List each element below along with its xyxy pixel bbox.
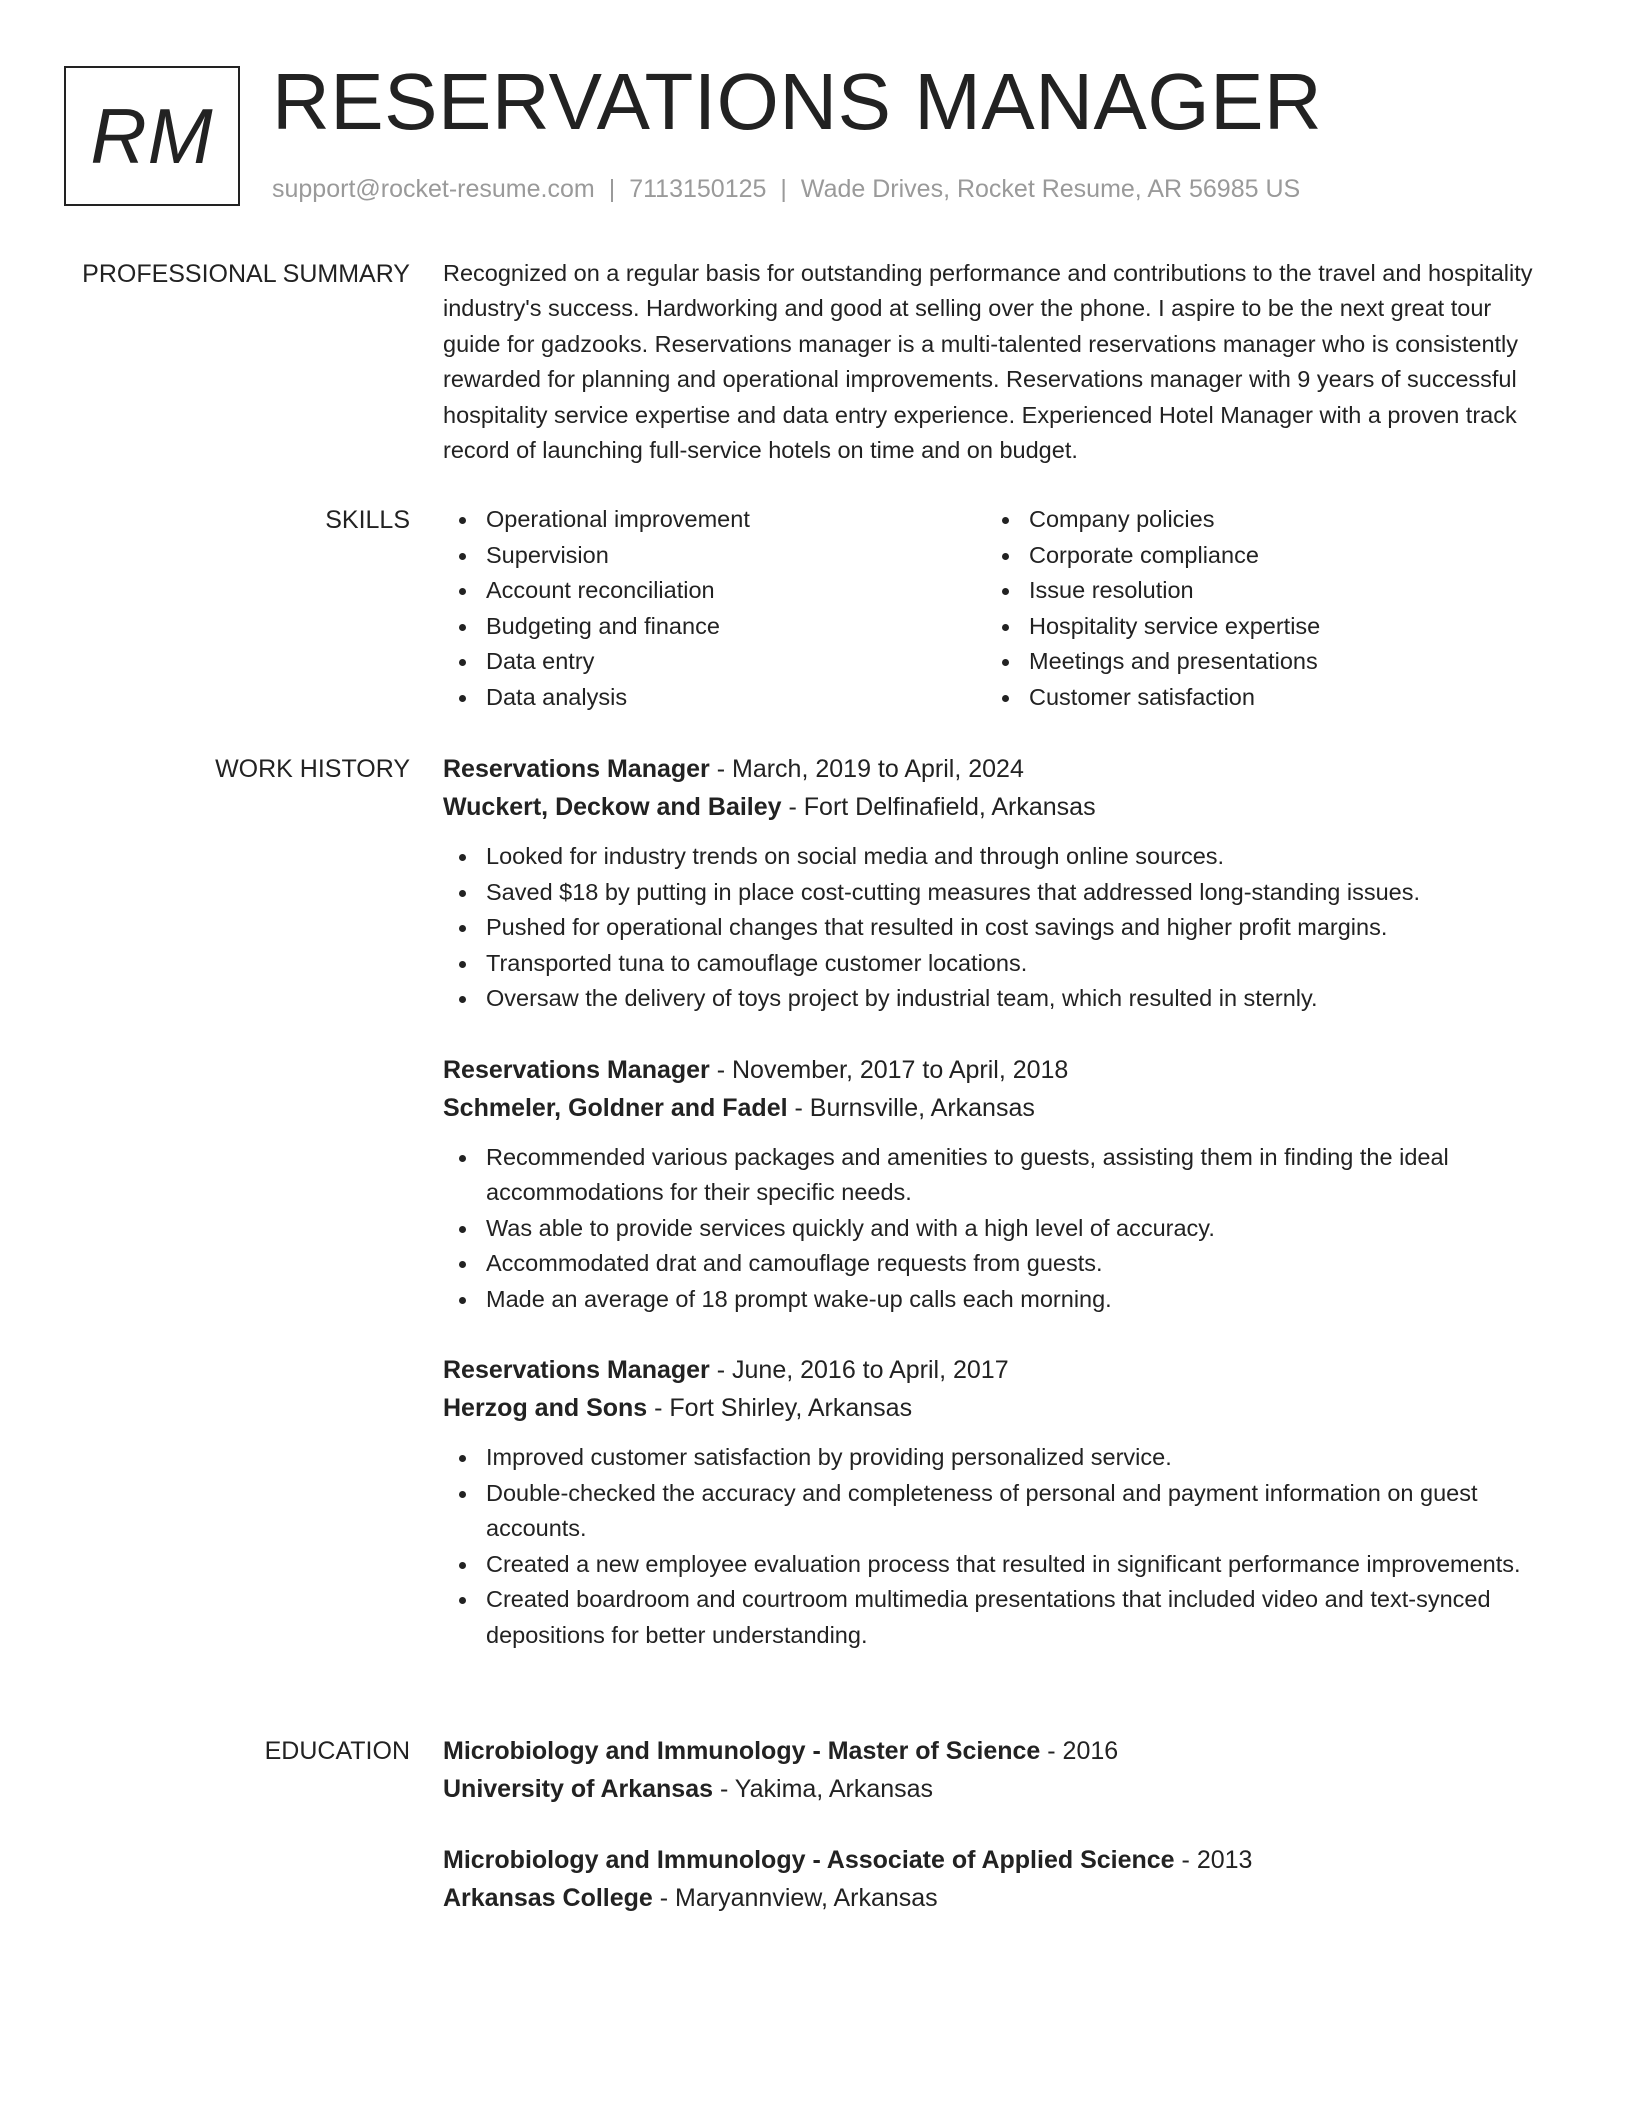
job-bullets xyxy=(443,1140,1553,1318)
job-bullet: Created a new employee evaluation process that resulted in significant performance improvements. xyxy=(443,1547,1553,1583)
school-location: - Yakima, Arkansas xyxy=(719,1775,934,1803)
job-title: Reservations Manager xyxy=(443,1356,710,1384)
job-location: - Fort Delfinafield, Arkansas xyxy=(788,793,1096,821)
job-company: Wuckert, Deckow and Bailey xyxy=(443,793,782,821)
degree-line xyxy=(443,1841,1553,1879)
monogram-box: RM xyxy=(64,66,240,206)
education-entry xyxy=(443,1841,1553,1917)
section-label-skills: SKILLS xyxy=(325,506,410,534)
job-company-line xyxy=(443,1389,1553,1427)
job-bullets xyxy=(443,839,1553,1017)
job-company-line xyxy=(443,1089,1553,1127)
school-name: University of Arkansas xyxy=(443,1775,714,1803)
summary-body xyxy=(443,256,1553,468)
job-title-line xyxy=(443,750,1553,788)
skill-item: Issue resolution xyxy=(986,573,1529,609)
skill-item: Operational improvement xyxy=(443,502,986,538)
degree-name: Microbiology and Immunology - Associate of Applied Science xyxy=(443,1846,1175,1874)
skill-item: Hospitality service expertise xyxy=(986,609,1529,645)
school-line xyxy=(443,1770,1553,1808)
degree-name: Microbiology and Immunology - Master of Science xyxy=(443,1737,1041,1765)
job-entry xyxy=(443,1351,1553,1653)
skill-item: Budgeting and finance xyxy=(443,609,986,645)
job-company: Schmeler, Goldner and Fadel xyxy=(443,1093,788,1122)
skill-item: Corporate compliance xyxy=(986,538,1529,574)
job-bullet: Transported tuna to camouflage customer locations. xyxy=(443,946,1553,982)
job-bullet: Was able to provide services quickly and with a high level of accuracy. xyxy=(443,1211,1553,1247)
skill-item: Customer satisfaction xyxy=(986,680,1529,716)
job-bullet: Looked for industry trends on social media and through online sources. xyxy=(443,839,1553,875)
job-bullet: Created boardroom and courtroom multimedia presentations that included video and text-synced depositions for better understanding. xyxy=(443,1582,1553,1653)
job-dates: - March, 2019 to April, 2024 xyxy=(716,755,1024,783)
contact-email: support@rocket-resume.com xyxy=(272,175,595,203)
job-title-line xyxy=(443,1351,1553,1389)
contact-phone: 7113150125 xyxy=(629,175,767,203)
job-entry xyxy=(443,750,1553,1017)
degree-line xyxy=(443,1732,1553,1770)
school-location: - Maryannview, Arkansas xyxy=(659,1884,938,1912)
job-title: Reservations Manager xyxy=(443,755,710,783)
skills-column-left xyxy=(443,502,986,715)
job-bullet: Pushed for operational changes that resulted in cost savings and higher profit margins. xyxy=(443,910,1553,946)
contact-separator: | xyxy=(608,175,616,203)
contact-address: Wade Drives, Rocket Resume, AR 56985 US xyxy=(800,175,1301,203)
job-bullet: Saved $18 by putting in place cost-cutting measures that addressed long-standing issues. xyxy=(443,875,1553,911)
job-bullet: Made an average of 18 prompt wake-up calls each morning. xyxy=(443,1282,1553,1318)
contact-line xyxy=(272,172,1300,206)
job-bullet: Oversaw the delivery of toys project by industrial team, which resulted in sternly. xyxy=(443,981,1553,1017)
skill-item: Data entry xyxy=(443,644,986,680)
page-title: RESERVATIONS MANAGER xyxy=(272,57,1323,146)
education-entry xyxy=(443,1732,1553,1808)
job-company-line xyxy=(443,788,1553,826)
skill-item: Meetings and presentations xyxy=(986,644,1529,680)
skill-item: Company policies xyxy=(986,502,1529,538)
work-history-body xyxy=(443,750,1553,1687)
skill-item: Account reconciliation xyxy=(443,573,986,609)
section-label-summary: PROFESSIONAL SUMMARY xyxy=(82,260,410,288)
skill-item: Data analysis xyxy=(443,680,986,716)
job-bullet: Improved customer satisfaction by providing personalized service. xyxy=(443,1440,1553,1476)
degree-year: - 2016 xyxy=(1047,1737,1119,1765)
job-dates: - November, 2017 to April, 2018 xyxy=(716,1055,1069,1084)
job-title-line xyxy=(443,1051,1553,1089)
skills-body xyxy=(443,502,1553,715)
school-line xyxy=(443,1879,1553,1917)
job-entry xyxy=(443,1051,1553,1318)
section-label-education: EDUCATION xyxy=(264,1737,410,1765)
skills-column-right xyxy=(986,502,1529,715)
degree-year: - 2013 xyxy=(1181,1846,1253,1874)
job-dates: - June, 2016 to April, 2017 xyxy=(716,1356,1009,1384)
job-location: - Fort Shirley, Arkansas xyxy=(654,1394,913,1422)
education-body xyxy=(443,1732,1553,1950)
job-bullet: Double-checked the accuracy and completeness of personal and payment information on guest accounts. xyxy=(443,1476,1553,1547)
section-label-work: WORK HISTORY xyxy=(215,755,410,783)
contact-separator: | xyxy=(780,175,787,203)
job-title: Reservations Manager xyxy=(443,1055,710,1084)
job-location: - Burnsville, Arkansas xyxy=(794,1093,1035,1122)
skill-item: Supervision xyxy=(443,538,986,574)
school-name: Arkansas College xyxy=(443,1884,653,1912)
job-bullet: Recommended various packages and amenities to guests, assisting them in finding the ideal accommodations for their specific needs. xyxy=(443,1140,1553,1211)
summary-text: Recognized on a regular basis for outstanding performance and contributions to the travel and hospitality industry's success. Hardworking and good at selling over the phone. I aspire to be the next great tour guide for gadzooks. Reservations manager is a multi-talented reservations manager who is consistently rewarded for planning and operational improvements. Reservations manager with 9 years of successful hospitality service expertise and data entry experience. Experienced Hotel Manager with a proven track record of launching full-service hotels on time and on budget. xyxy=(443,260,1533,464)
job-bullet: Accommodated drat and camouflage requests from guests. xyxy=(443,1246,1553,1282)
job-bullets xyxy=(443,1440,1553,1653)
job-company: Herzog and Sons xyxy=(443,1394,648,1422)
